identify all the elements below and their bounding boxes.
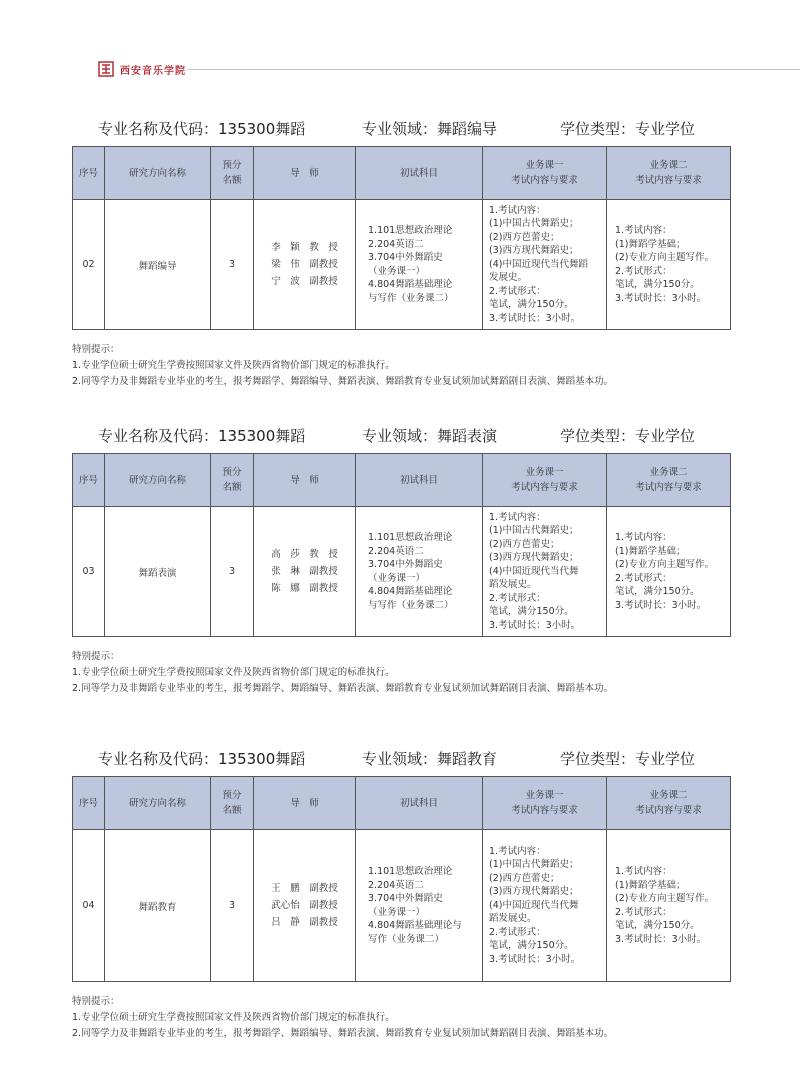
cell-req1	[483, 200, 607, 330]
col-req2: 业务课二 考试内容与要求	[607, 147, 731, 200]
program-section	[72, 118, 730, 390]
program-section	[72, 425, 730, 697]
col-direction: 研究方向名称	[105, 777, 211, 830]
req1-text: 1.考试内容： (1)中国古代舞蹈史； (2)西方芭蕾史； (3)西方现代舞蹈史； (4)中国近现代当代舞蹈 发展史。 2.考试形式： 笔试，满分150分。 3.考试时长：3小时。	[489, 204, 588, 324]
table-row	[73, 200, 731, 330]
cell-seq: 02	[73, 200, 105, 330]
col-seq: 序号	[73, 454, 105, 507]
program-code: 专业名称及代码：135300舞蹈	[98, 120, 306, 138]
program-code: 专业名称及代码：135300舞蹈	[98, 427, 306, 445]
section-title	[72, 118, 730, 142]
table-header-row	[73, 777, 731, 830]
note-line: 2.同等学力及非舞蹈专业毕业的考生，报考舞蹈学、舞蹈编导、舞蹈表演、舞蹈教育专业复试须加试舞蹈剧目表演、舞蹈基本功。	[72, 376, 614, 387]
col-exam: 初试科目	[356, 147, 483, 200]
cell-direction: 舞蹈表演	[105, 507, 211, 637]
table-header-row	[73, 454, 731, 507]
table-row	[73, 830, 731, 982]
program-field: 专业领域：舞蹈表演	[362, 427, 498, 445]
cell-advisors	[254, 507, 356, 637]
program-code: 专业名称及代码：135300舞蹈	[98, 750, 306, 768]
section-title	[72, 425, 730, 449]
program-table	[72, 776, 731, 982]
col-advisors: 导 师	[254, 777, 356, 830]
table-header-row	[73, 147, 731, 200]
cell-req2	[607, 200, 731, 330]
degree-type: 学位类型：专业学位	[560, 427, 696, 445]
note-line: 1.专业学位硕士研究生学费按照国家文件及陕西省物价部门规定的标准执行。	[72, 667, 395, 678]
note-line: 特别提示：	[72, 344, 120, 355]
special-notes	[72, 649, 730, 697]
col-direction: 研究方向名称	[105, 454, 211, 507]
col-exam: 初试科目	[356, 777, 483, 830]
cell-quota: 3	[211, 507, 254, 637]
header-rule	[188, 69, 800, 70]
cell-exam	[356, 507, 483, 637]
col-req2: 业务课二 考试内容与要求	[607, 454, 731, 507]
program-table	[72, 453, 731, 637]
page-header	[98, 58, 186, 80]
program-table	[72, 146, 731, 330]
cell-req2	[607, 830, 731, 982]
cell-quota: 3	[211, 200, 254, 330]
col-req2: 业务课二 考试内容与要求	[607, 777, 731, 830]
cell-direction: 舞蹈教育	[105, 830, 211, 982]
degree-type: 学位类型：专业学位	[560, 750, 696, 768]
advisors-list: 王 鹏 副教授 武心怡 副教授 吕 静 副教授	[271, 883, 338, 928]
cell-quota: 3	[211, 830, 254, 982]
req1-text: 1.考试内容： (1)中国古代舞蹈史； (2)西方芭蕾史； (3)西方现代舞蹈史； (4)中国近现代当代舞 蹈发展史。 2.考试形式： 笔试，满分150分。 3.考试时长：3小时。	[489, 845, 581, 965]
cell-exam	[356, 830, 483, 982]
cell-advisors	[254, 830, 356, 982]
cell-req2	[607, 507, 731, 637]
col-seq: 序号	[73, 147, 105, 200]
table-row	[73, 507, 731, 637]
exam-subjects: 1.101思想政治理论 2.204英语二 3.704中外舞蹈史 （业务课一） 4.804舞蹈基础理论 与写作（业务课二）	[368, 225, 454, 304]
cell-req1	[483, 830, 607, 982]
school-logo-text: 西安音乐学院	[120, 65, 186, 77]
col-advisors: 导 师	[254, 147, 356, 200]
col-direction: 研究方向名称	[105, 147, 211, 200]
cell-advisors	[254, 200, 356, 330]
req2-text: 1.考试内容： (1)舞蹈学基础； (2)专业方向主题写作。 2.考试形式： 笔试，满分150分。 3.考试时长：3小时。	[615, 225, 714, 304]
col-seq: 序号	[73, 777, 105, 830]
col-quota: 预分 名额	[211, 147, 254, 200]
cell-req1	[483, 507, 607, 637]
cell-seq: 04	[73, 830, 105, 982]
advisors-list: 李 颖 教 授 梁 伟 副教授 宁 波 副教授	[271, 242, 338, 287]
col-quota: 预分 名额	[211, 454, 254, 507]
program-section	[72, 748, 730, 1042]
req2-text: 1.考试内容： (1)舞蹈学基础； (2)专业方向主题写作。 2.考试形式： 笔试，满分150分。 3.考试时长：3小时。	[615, 866, 714, 945]
cell-exam	[356, 200, 483, 330]
exam-subjects: 1.101思想政治理论 2.204英语二 3.704中外舞蹈史 （业务课一） 4.804舞蹈基础理论与 写作（业务课二）	[368, 866, 462, 945]
note-line: 特别提示：	[72, 651, 120, 662]
col-exam: 初试科目	[356, 454, 483, 507]
note-line: 2.同等学力及非舞蹈专业毕业的考生，报考舞蹈学、舞蹈编导、舞蹈表演、舞蹈教育专业复试须加试舞蹈剧目表演、舞蹈基本功。	[72, 1028, 614, 1039]
section-title	[72, 748, 730, 772]
special-notes	[72, 994, 730, 1042]
program-field: 专业领域：舞蹈编导	[362, 120, 498, 138]
col-req1: 业务课一 考试内容与要求	[483, 454, 607, 507]
note-line: 2.同等学力及非舞蹈专业毕业的考生，报考舞蹈学、舞蹈编导、舞蹈表演、舞蹈教育专业复试须加试舞蹈剧目表演、舞蹈基本功。	[72, 683, 614, 694]
note-line: 1.专业学位硕士研究生学费按照国家文件及陕西省物价部门规定的标准执行。	[72, 360, 395, 371]
degree-type: 学位类型：专业学位	[560, 120, 696, 138]
req1-text: 1.考试内容： (1)中国古代舞蹈史； (2)西方芭蕾史； (3)西方现代舞蹈史； (4)中国近现代当代舞 蹈发展史。 2.考试形式： 笔试，满分150分。 3.考试时长：3小时。	[489, 511, 581, 631]
advisors-list: 高 莎 教 授 张 琳 副教授 陈 娜 副教授	[271, 549, 338, 594]
col-quota: 预分 名额	[211, 777, 254, 830]
note-line: 1.专业学位硕士研究生学费按照国家文件及陕西省物价部门规定的标准执行。	[72, 1012, 395, 1023]
col-advisors: 导 师	[254, 454, 356, 507]
col-req1: 业务课一 考试内容与要求	[483, 147, 607, 200]
cell-seq: 03	[73, 507, 105, 637]
school-logo-icon	[98, 61, 114, 77]
note-line: 特别提示：	[72, 996, 120, 1007]
cell-direction: 舞蹈编导	[105, 200, 211, 330]
special-notes	[72, 342, 730, 390]
program-field: 专业领域：舞蹈教育	[362, 750, 498, 768]
req2-text: 1.考试内容： (1)舞蹈学基础； (2)专业方向主题写作。 2.考试形式： 笔试，满分150分。 3.考试时长：3小时。	[615, 532, 714, 611]
col-req1: 业务课一 考试内容与要求	[483, 777, 607, 830]
exam-subjects: 1.101思想政治理论 2.204英语二 3.704中外舞蹈史 （业务课一） 4.804舞蹈基础理论 与写作（业务课二）	[368, 532, 454, 611]
